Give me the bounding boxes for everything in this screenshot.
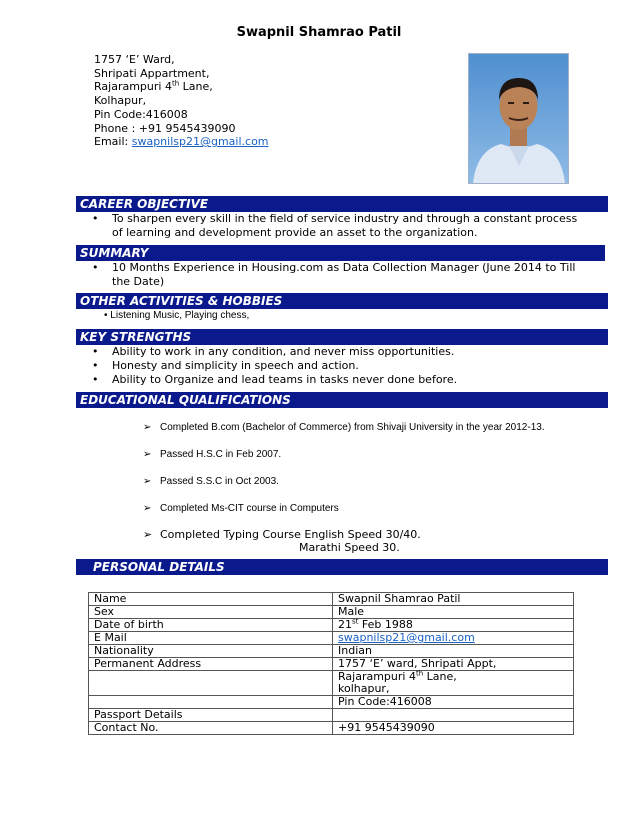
table-cell-value: Pin Code:416008 — [333, 696, 574, 709]
section-heading-summary: SUMMARY — [76, 245, 605, 261]
table-cell-label: Permanent Address — [89, 658, 333, 671]
table-row — [89, 709, 574, 722]
contact-address-block — [94, 53, 269, 149]
table-row — [89, 619, 574, 632]
hobbies-item: • Listening Music, Playing chess, — [104, 310, 250, 321]
table-cell-label: Contact No. — [89, 722, 333, 735]
table-cell-value: +91 9545439090 — [333, 722, 574, 735]
address-line: 1757 ‘E’ Ward, — [94, 53, 175, 66]
arrow-bullet-icon: ➢ — [143, 503, 152, 514]
email-link[interactable]: swapnilsp21@gmail.com — [131, 135, 269, 149]
section-heading-key-strengths: KEY STRENGTHS — [76, 329, 608, 345]
arrow-bullet-icon: ➢ — [143, 422, 152, 433]
address-line: Rajarampuri 4th Lane, — [94, 79, 213, 94]
email-row: Email: swapnilsp21@gmail.com — [94, 135, 269, 149]
table-cell-label: Date of birth — [89, 619, 333, 632]
table-cell-label: Nationality — [89, 645, 333, 658]
profile-photo — [468, 53, 569, 184]
section-heading-personal-details: PERSONAL DETAILS — [76, 559, 608, 575]
career-objective-text: To sharpen every skill in the field of service industry and through a constant process of learning and development provide an asset to the organization. — [112, 212, 578, 239]
table-cell-value: Swapnil Shamrao Patil — [333, 593, 574, 606]
bullet: • — [92, 373, 99, 386]
table-row — [89, 645, 574, 658]
bullet: • — [92, 359, 99, 372]
table-cell-label — [89, 696, 333, 709]
education-text: Passed H.S.C in Feb 2007. — [160, 449, 282, 460]
email-link[interactable]: swapnilsp21@gmail.com — [338, 631, 475, 644]
strength-text: Ability to Organize and lead teams in tasks never done before. — [112, 373, 458, 386]
table-cell-value: 1757 ‘E’ ward, Shripati Appt, — [333, 658, 574, 671]
summary-text: 10 Months Experience in Housing.com as Data Collection Manager (June 2014 to Till the Date) — [112, 261, 576, 288]
table-cell-label: Passport Details — [89, 709, 333, 722]
strength-text: Honesty and simplicity in speech and action. — [112, 359, 359, 372]
bullet: • — [92, 345, 99, 358]
table-row — [89, 671, 574, 696]
table-cell-label — [89, 671, 333, 696]
table-cell-value — [333, 632, 574, 645]
education-text: Completed Typing Course English Speed 30/40. — [160, 528, 421, 541]
education-text: Passed S.S.C in Oct 2003. — [160, 476, 279, 487]
section-heading-career-objective: CAREER OBJECTIVE — [76, 196, 608, 212]
table-row — [89, 696, 574, 709]
table-cell-label: Sex — [89, 606, 333, 619]
bullet: • — [92, 212, 99, 225]
table-cell-value — [333, 709, 574, 722]
arrow-bullet-icon: ➢ — [143, 528, 153, 541]
address-line: Shripati Appartment, — [94, 66, 210, 80]
table-row — [89, 658, 574, 671]
strength-text: Ability to work in any condition, and never miss opportunities. — [112, 345, 455, 358]
table-row — [89, 722, 574, 735]
education-text: Completed B.com (Bachelor of Commerce) from Shivaji University in the year 2012-13. — [160, 422, 545, 433]
resume-name: Swapnil Shamrao Patil — [236, 25, 402, 40]
education-text: Completed Ms-CIT course in Computers — [160, 503, 339, 514]
profile-photo-image — [469, 54, 568, 183]
pin-code: Pin Code:416008 — [94, 107, 188, 121]
table-row — [89, 606, 574, 619]
section-heading-hobbies: OTHER ACTIVITIES & HOBBIES — [76, 293, 608, 309]
table-cell-value: Male — [333, 606, 574, 619]
table-cell-value: 21st Feb 1988 — [333, 619, 574, 632]
table-cell-label: E Mail — [89, 632, 333, 645]
personal-details-table — [88, 592, 574, 735]
bullet: • — [104, 310, 108, 321]
table-cell-value: Indian — [333, 645, 574, 658]
address-line: Kolhapur, — [94, 94, 147, 108]
table-cell-value: Rajarampuri 4th Lane, kolhapur, — [333, 671, 574, 696]
table-row — [89, 593, 574, 606]
table-cell-label: Name — [89, 593, 333, 606]
arrow-bullet-icon: ➢ — [143, 449, 152, 460]
section-heading-education: EDUCATIONAL QUALIFICATIONS — [76, 392, 608, 408]
table-row — [89, 632, 574, 645]
arrow-bullet-icon: ➢ — [143, 476, 152, 487]
education-text-continued: Marathi Speed 30. — [299, 541, 400, 554]
phone: Phone : +91 9545439090 — [94, 121, 236, 135]
bullet: • — [92, 261, 99, 274]
